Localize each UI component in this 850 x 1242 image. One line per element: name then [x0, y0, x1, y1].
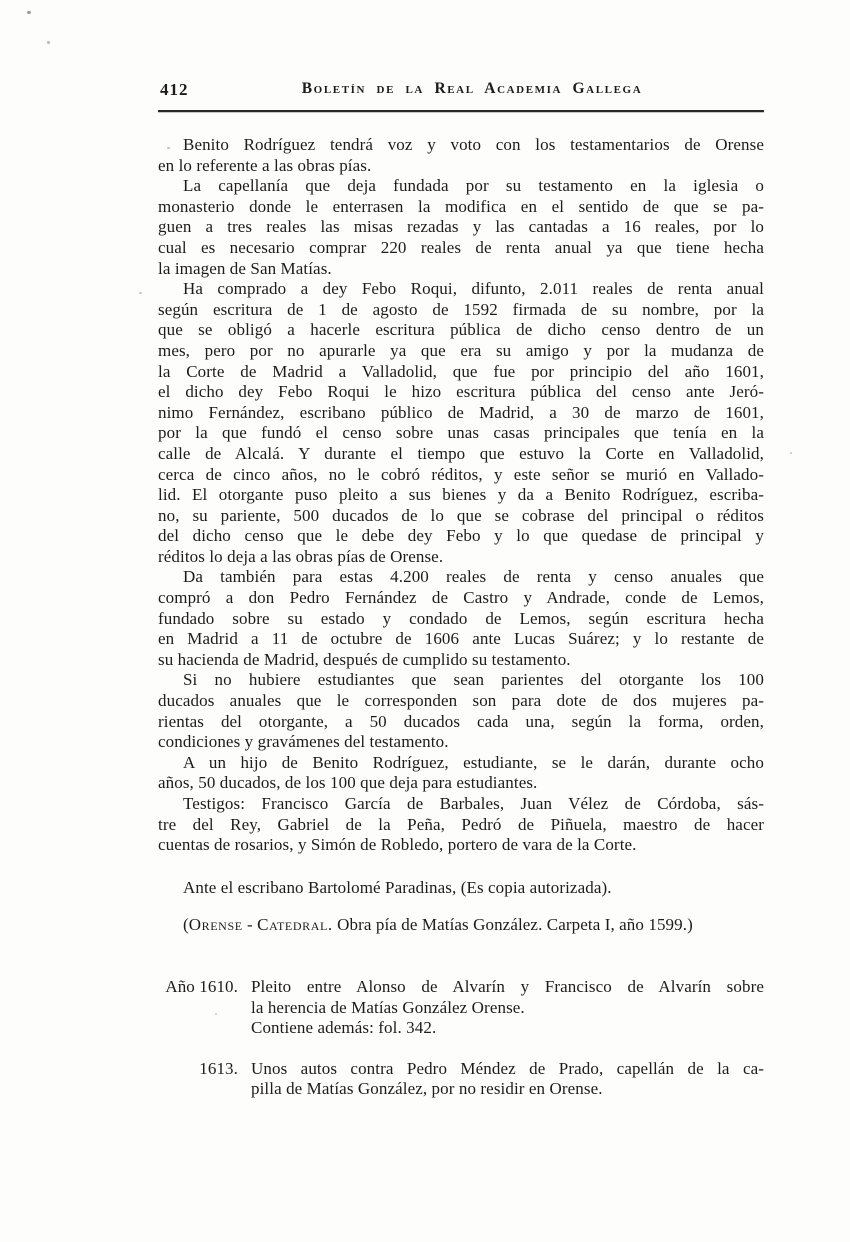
text-line: su hacienda de Madrid, después de cumplido su testamento.: [158, 649, 571, 669]
text-line: compró a don Pedro Fernández de Castro y Andrade, conde de Lemos,: [158, 588, 764, 608]
text-line: La capellanía que deja fundada por su testamento en la iglesia o: [183, 176, 764, 196]
text-line: fundado sobre su estado y condado de Lemos, según escritura hecha: [158, 608, 764, 628]
entry-year-label: 1613.: [199, 1058, 238, 1078]
text-line: no, su pariente, 500 ducados de lo que se cobrase del principal o réditos: [158, 505, 764, 525]
catalog-entry-1610: [158, 977, 764, 1039]
text-line: años, 50 ducados, de los 100 que deja para estudiantes.: [158, 773, 538, 793]
body-paragraph-6: [158, 753, 764, 794]
scan-speck: [27, 11, 31, 14]
text-line: monasterio donde le enterrasen la modifica en el sentido de que se pa-: [158, 196, 764, 216]
entry-paragraph: [251, 1018, 764, 1039]
text-line: según escritura de 1 de agosto de 1592 firmada de su nombre, por la: [158, 299, 764, 319]
body-paragraph-7-witnesses: [158, 794, 764, 856]
text-line: rientas del otorgante, a 50 ducados cada una, según la forma, orden,: [158, 711, 764, 731]
text-line: tre del Rey, Gabriel de la Peña, Pedró de Piñuela, maestro de hacer: [158, 814, 764, 834]
text-line: Da también para estas 4.200 reales de renta y censo anuales que: [183, 567, 764, 587]
text-line: Pleito entre Alonso de Alvarín y Francisco de Alvarín sobre: [251, 976, 764, 996]
text-line: nimo Fernández, escribano público de Madrid, a 30 de marzo de 1601,: [158, 402, 764, 422]
text-line: por la que fundó el censo sobre unas casas principales que tenía en la: [158, 423, 764, 443]
citation-separator: -: [242, 915, 258, 935]
text-line: cerca de cinco años, no le cobró réditos, y este señor se murió en Vallado-: [158, 464, 764, 484]
catalog-entry-1613: [158, 1059, 764, 1100]
text-line: Si no hubiere estudiantes que sean parientes del otorgante los 100: [183, 670, 764, 690]
citation-description: Obra pía de Matías González. Carpeta I, año 1599.): [332, 915, 693, 935]
text-line: el dicho dey Febo Roqui le hizo escritura pública del censo ante Jeró-: [158, 382, 764, 402]
text-line: en Madrid a 11 de octubre de 1606 ante Lucas Suárez; y lo restante de: [158, 629, 764, 649]
text-line: réditos lo deja a las obras pías de Orense.: [158, 546, 444, 566]
text-line: cual es necesario comprar 220 reales de renta anual ya que tiene hecha: [158, 237, 764, 257]
entry-paragraph: [251, 1059, 764, 1100]
body-paragraph-3: [158, 279, 764, 567]
text-line: mes, pero por no apurarle ya que era su amigo y por la mudanza de: [158, 340, 764, 360]
scan-speck: [790, 452, 792, 454]
text-line: la imagen de San Matías.: [158, 258, 332, 278]
citation-open-paren: (: [183, 915, 189, 935]
text-line: guen a tres reales las misas rezadas y las cantadas a 16 reales, por lo: [158, 217, 764, 237]
text-line: del dicho censo que le debe dey Febo y lo que quedase de principal y: [158, 526, 764, 546]
source-citation: [158, 915, 764, 936]
text-line: pilla de Matías González, por no residir en Orense.: [251, 1079, 603, 1099]
entry-body: [251, 1059, 764, 1100]
text-line: Testigos: Francisco García de Barbales, Juan Vélez de Córdoba, sás-: [183, 794, 764, 813]
body-paragraph-5: [158, 670, 764, 752]
journal-title: Boletín de la Real Academia Gallega: [301, 80, 643, 97]
text-line: condiciones y gravámenes del testamento.: [158, 732, 449, 752]
entry-paragraph: [251, 977, 764, 1018]
text-line: en lo referente a las obras pías.: [158, 155, 372, 175]
text-line: que se obligó a hacerle escritura pública de dicho censo dentro de un: [158, 320, 764, 340]
citation-fonds-name: Catedral.: [257, 915, 333, 935]
header-rule: [158, 110, 764, 112]
text-column: [158, 78, 764, 1100]
page-number: 412: [160, 80, 189, 99]
text-line: lid. El otorgante puso pleito a sus bienes y da a Benito Rodríguez, escriba-: [158, 485, 764, 505]
entry-body: [251, 977, 764, 1039]
text-line: A un hijo de Benito Rodríguez, estudiante, se le darán, durante ocho: [183, 752, 764, 772]
text-line: ducados anuales que le corresponden son para dote de dos mujeres pa-: [158, 691, 764, 711]
entry-year-label: Año 1610.: [165, 976, 238, 996]
running-header: [158, 78, 764, 106]
text-line: la herencia de Matías González Orense.: [251, 997, 525, 1017]
text-line: la Corte de Madrid a Valladolid, que fue por principio del año 1601,: [158, 361, 764, 381]
body-paragraph-1: [158, 135, 764, 176]
text-line: Contiene además: fol. 342.: [251, 1018, 437, 1038]
catalog-entries: [158, 977, 764, 1100]
body-paragraph-2: [158, 176, 764, 279]
scan-speck: [139, 292, 142, 294]
document-body: [158, 135, 764, 1100]
text-line: calle de Alcalá. Y durante el tiempo que estuvo la Corte en Valladolid,: [158, 443, 764, 463]
citation-archive-name: Orense: [188, 915, 243, 935]
body-paragraph-4: [158, 567, 764, 670]
notary-closing-line: Ante el escribano Bartolomé Paradinas, (Es copia autorizada).: [183, 877, 612, 897]
text-line: Ha comprado a dey Febo Roqui, difunto, 2.011 reales de renta anual: [183, 279, 764, 299]
text-line: Benito Rodríguez tendrá voz y voto con los testamentarios de Orense: [183, 135, 764, 154]
scan-speck: [47, 41, 50, 44]
text-line: Unos autos contra Pedro Méndez de Prado, capellán de la ca-: [251, 1058, 764, 1078]
text-line: cuentas de rosarios, y Simón de Robledo, portero de vara de la Corte.: [158, 835, 637, 855]
